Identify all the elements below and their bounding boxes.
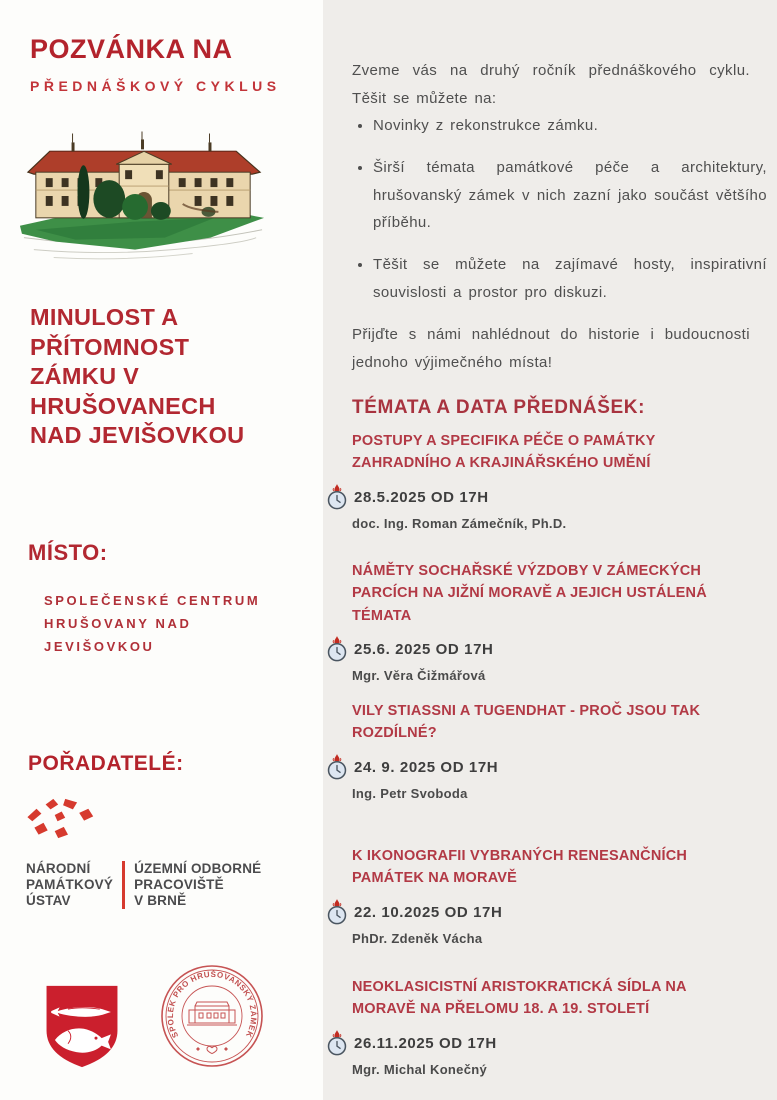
- lecture-title: NÁMĚTY SOCHAŘSKÉ VÝZDOBY V ZÁMECKÝCH PARCÍCH NA JIŽNÍ MORAVĚ A JEJICH USTÁLENÁ TÉMATA: [352, 563, 707, 624]
- left-column: [0, 0, 323, 1100]
- bullet-item: • Těšit se můžete na zajímavé hosty, inspirativní souvislosti a prostor pro diskuzi.: [373, 251, 767, 307]
- place-value-line: SPOLEČENSKÉ CENTRUM: [44, 593, 261, 608]
- clock-flame-icon: [326, 899, 348, 926]
- lecture-item: [352, 976, 754, 1077]
- npu-branch-line: V BRNĚ: [134, 893, 187, 908]
- intro-paragraph: Zveme vás na druhý ročník přednáškového cyklu. Těšit se můžete na:: [352, 62, 750, 107]
- clock-flame-icon: [326, 754, 348, 781]
- main-title-line: MINULOST A: [30, 304, 179, 330]
- lecture-item: [352, 845, 754, 946]
- npu-divider: [122, 861, 125, 909]
- lecture-date-row: [326, 484, 754, 511]
- npu-branch-line: PRACOVIŠTĚ: [134, 877, 224, 892]
- castle-illustration: [14, 126, 272, 266]
- section-heading: TÉMATA A DATA PŘEDNÁŠEK:: [352, 397, 646, 418]
- clock-flame-icon: [326, 484, 348, 511]
- lecture-speaker: doc. Ing. Roman Zámečník, Ph.D.: [352, 515, 567, 531]
- main-title-line: HRUŠOVANECH: [30, 392, 216, 419]
- lecture-speaker: Mgr. Věra Čižmářová: [352, 668, 486, 684]
- lecture-speaker: PhDr. Zdeněk Vácha: [352, 930, 483, 946]
- npu-logo-text: [26, 861, 261, 909]
- lecture-title: NEOKLASICISTNÍ ARISTOKRATICKÁ SÍDLA NA MORAVĚ NA PŘELOMU 18. A 19. STOLETÍ: [352, 979, 687, 1018]
- bullet-item: • Širší témata památkové péče a architektury, hrušovanský zámek v nich zazní jako součást většího příběhu.: [373, 154, 767, 237]
- clock-flame-icon: [326, 1030, 348, 1057]
- place-label: MÍSTO:: [28, 540, 108, 565]
- npu-branch: [134, 861, 261, 909]
- lecture-speaker: Mgr. Michal Konečný: [352, 1061, 488, 1077]
- svg-text:SPOLEK PRO HRUŠOVANSKÝ ZÁMEK: [166, 970, 258, 1039]
- lecture-date-row: [326, 899, 754, 926]
- npu-logo: [26, 796, 261, 909]
- main-title-line: PŘÍTOMNOST: [30, 333, 190, 360]
- bullet-item: • Novinky z rekonstrukce zámku.: [373, 112, 767, 140]
- place-value: [44, 590, 289, 658]
- lecture-title: VILY STIASSNI A TUGENDHAT - PROČ JSOU TAK ROZDÍLNÉ?: [352, 703, 701, 742]
- npu-mark-icon: [26, 796, 96, 848]
- pretitle: POZVÁNKA NA: [30, 34, 233, 64]
- seal-text: SPOLEK PRO HRUŠOVANSKÝ ZÁMEK: [165, 969, 259, 1040]
- npu-name: [26, 861, 113, 909]
- npu-branch-line: ÚZEMNÍ ODBORNÉ: [134, 861, 262, 876]
- right-column: [323, 0, 777, 1100]
- npu-name-line: NÁRODNÍ: [26, 861, 91, 876]
- town-coat-of-arms-icon: [40, 982, 124, 1070]
- society-seal-icon: [160, 964, 264, 1068]
- subtitle: PŘEDNÁŠKOVÝ CYKLUS: [30, 78, 281, 94]
- organizers-label: POŘADATELÉ:: [28, 752, 184, 775]
- lecture-item: [352, 700, 754, 801]
- clock-flame-icon: [326, 636, 348, 663]
- lecture-date: 25.6. 2025 OD 17H: [354, 641, 494, 659]
- lecture-title: K IKONOGRAFII VYBRANÝCH RENESANČNÍCH PAMÁTEK NA MORAVĚ: [352, 848, 688, 887]
- main-title-line: ZÁMKU V: [30, 363, 140, 389]
- lecture-speaker: Ing. Petr Svoboda: [352, 785, 468, 801]
- lecture-date-row: [326, 1030, 754, 1057]
- lecture-date: 22. 10.2025 OD 17H: [354, 903, 503, 921]
- lecture-date: 28.5.2025 OD 17H: [354, 488, 489, 506]
- outro-paragraph: Přijďte s námi nahlédnout do historie i budoucnosti jednoho výjimečného místa!: [352, 326, 750, 371]
- bullet-list: [355, 112, 767, 321]
- lecture-date-row: [326, 754, 754, 781]
- npu-name-line: ÚSTAV: [26, 893, 71, 908]
- place-value-line: JEVIŠOVKOU: [44, 638, 155, 654]
- lecture-date-row: [326, 636, 754, 663]
- main-title-line: NAD JEVIŠOVKOU: [30, 422, 245, 448]
- lecture-date: 26.11.2025 OD 17H: [354, 1034, 497, 1052]
- lecture-item: [352, 430, 754, 531]
- lecture-date: 24. 9. 2025 OD 17H: [354, 758, 499, 776]
- main-title: [30, 303, 244, 451]
- lecture-item: [352, 560, 754, 683]
- place-value-line: HRUŠOVANY NAD: [44, 615, 192, 631]
- npu-name-line: PAMÁTKOVÝ: [26, 877, 114, 892]
- lecture-title: POSTUPY A SPECIFIKA PÉČE O PAMÁTKY ZAHRADNÍHO A KRAJINÁŘSKÉHO UMĚNÍ: [352, 433, 656, 472]
